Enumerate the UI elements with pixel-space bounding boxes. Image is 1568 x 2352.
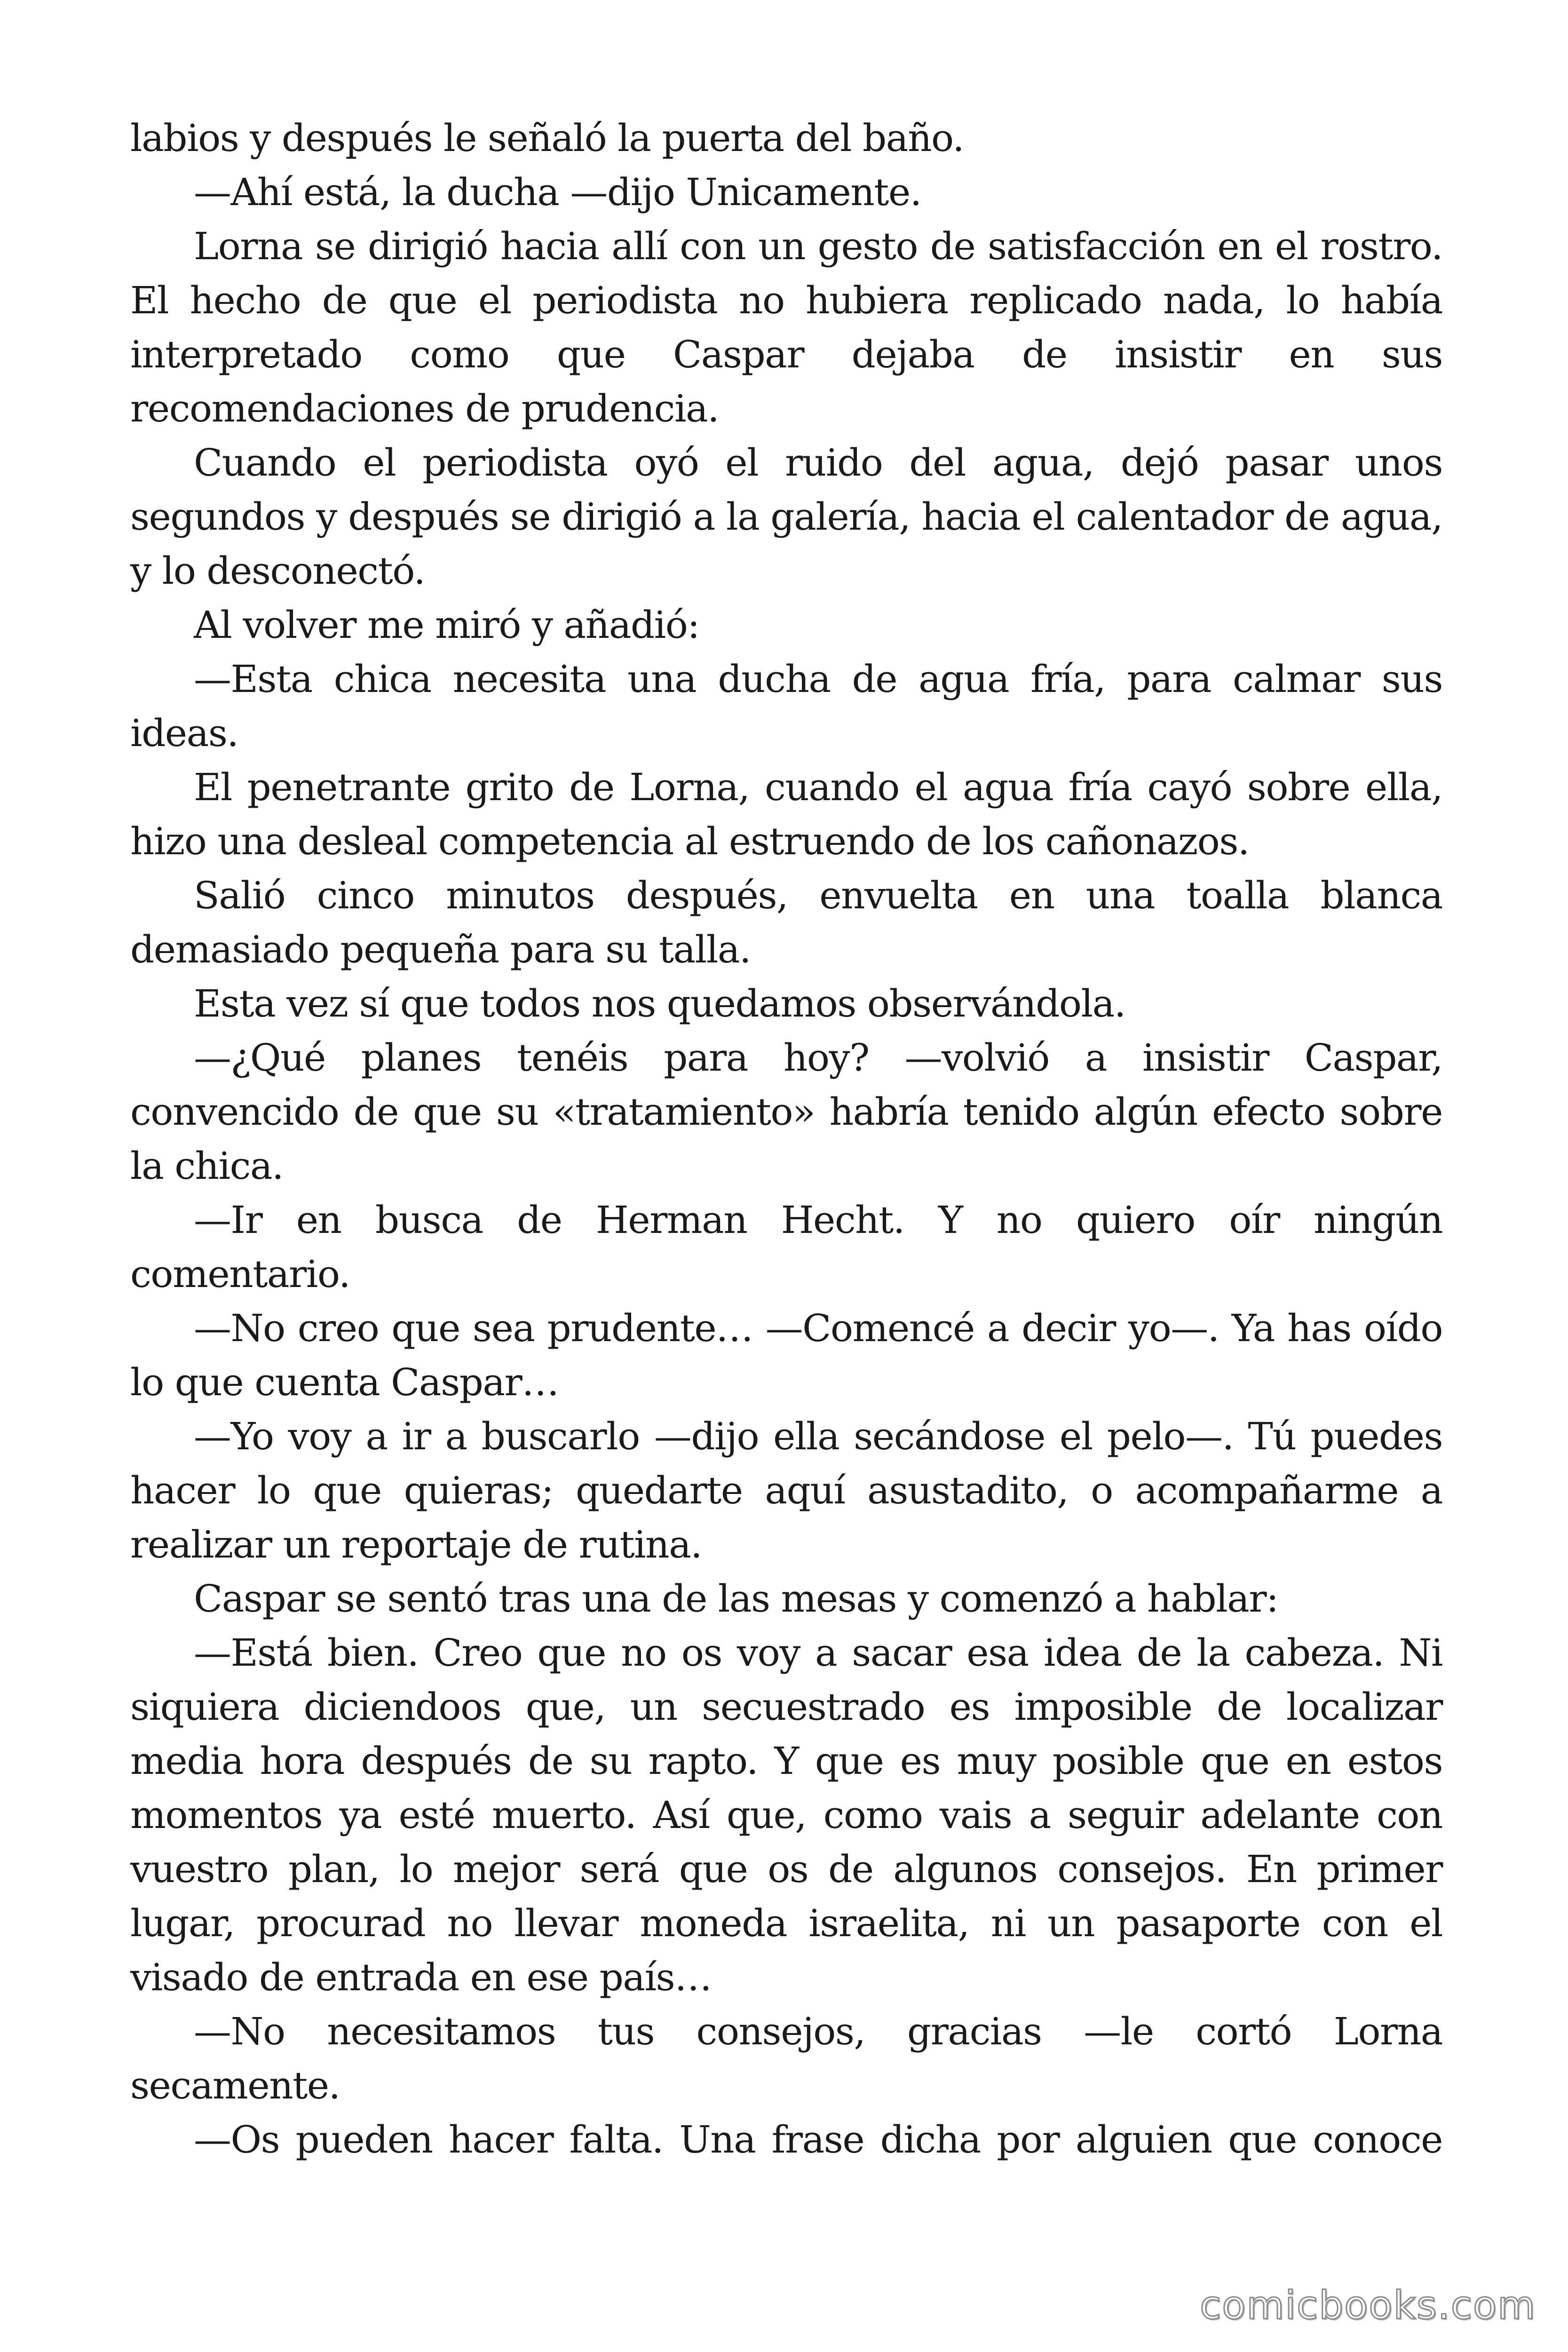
- book-page-text: [130, 111, 1442, 2218]
- paragraph-4: Cuando el periodista oyó el ruido del agua, dejó pasar unos segundos y después se dirigió a la galería, hacia el calentador de agua, y lo desconectó.: [130, 441, 1442, 593]
- paragraph-11: —Ir en busca de Herman Hecht. Y no quiero oír ningún comentario.: [130, 1198, 1442, 1296]
- paragraph-16: —No necesitamos tus consejos, gracias —le cortó Lorna secamente.: [130, 2010, 1442, 2107]
- paragraph-12: —No creo que sea prudente… —Comencé a decir yo—. Ya has oído lo que cuenta Caspar…: [130, 1306, 1442, 1404]
- paragraph-1: labios y después le señaló la puerta del baño.: [130, 116, 964, 160]
- paragraph-2: —Ahí está, la ducha —dijo Unicamente.: [194, 170, 921, 214]
- paragraph-14: Caspar se sentó tras una de las mesas y comenzó a hablar:: [194, 1577, 1278, 1621]
- paragraph-15: —Está bien. Creo que no os voy a sacar esa idea de la cabeza. Ni siquiera diciendoos que, un secuestrado es imposible de localizar media hora después de su rapto. Y que es muy posible que en estos momentos ya esté muerto. Así que, como vais a seguir adelante con vuestro plan, lo mejor será que os de algunos consejos. En primer lugar, procurad no llevar moneda israelita, ni un pasaporte con el visado de entrada en ese país…: [130, 1631, 1442, 1999]
- paragraph-10: —¿Qué planes tenéis para hoy? —volvió a insistir Caspar, convencido de que su «tratamiento» habría tenido algún efecto sobre la chica.: [130, 1036, 1442, 1188]
- paragraph-8: Salió cinco minutos después, envuelta en una toalla blanca demasiado pequeña para su talla.: [130, 874, 1442, 971]
- paragraph-13: —Yo voy a ir a buscarlo —dijo ella secándose el pelo—. Tú puedes hacer lo que quieras; quedarte aquí asustadito, o acompañarme a realizar un reportaje de rutina.: [130, 1414, 1442, 1566]
- paragraph-5: Al volver me miró y añadió:: [194, 603, 699, 647]
- paragraph-6: —Esta chica necesita una ducha de agua fría, para calmar sus ideas.: [130, 657, 1442, 755]
- paragraph-17: —Os pueden hacer falta. Una frase dicha por alguien que conoce: [194, 2118, 1442, 2161]
- watermark-text: comicbooks.com: [1200, 2283, 1536, 2328]
- paragraph-3: Lorna se dirigió hacia allí con un gesto de satisfacción en el rostro. El hecho de que el periodista no hubiera replicado nada, lo había interpretado como que Caspar dejaba de insistir en sus recomendaciones de prudencia.: [130, 224, 1442, 430]
- paragraph-9: Esta vez sí que todos nos quedamos observándola.: [194, 982, 1125, 1025]
- paragraph-7: El penetrante grito de Lorna, cuando el agua fría cayó sobre ella, hizo una desleal competencia al estruendo de los cañonazos.: [130, 765, 1442, 863]
